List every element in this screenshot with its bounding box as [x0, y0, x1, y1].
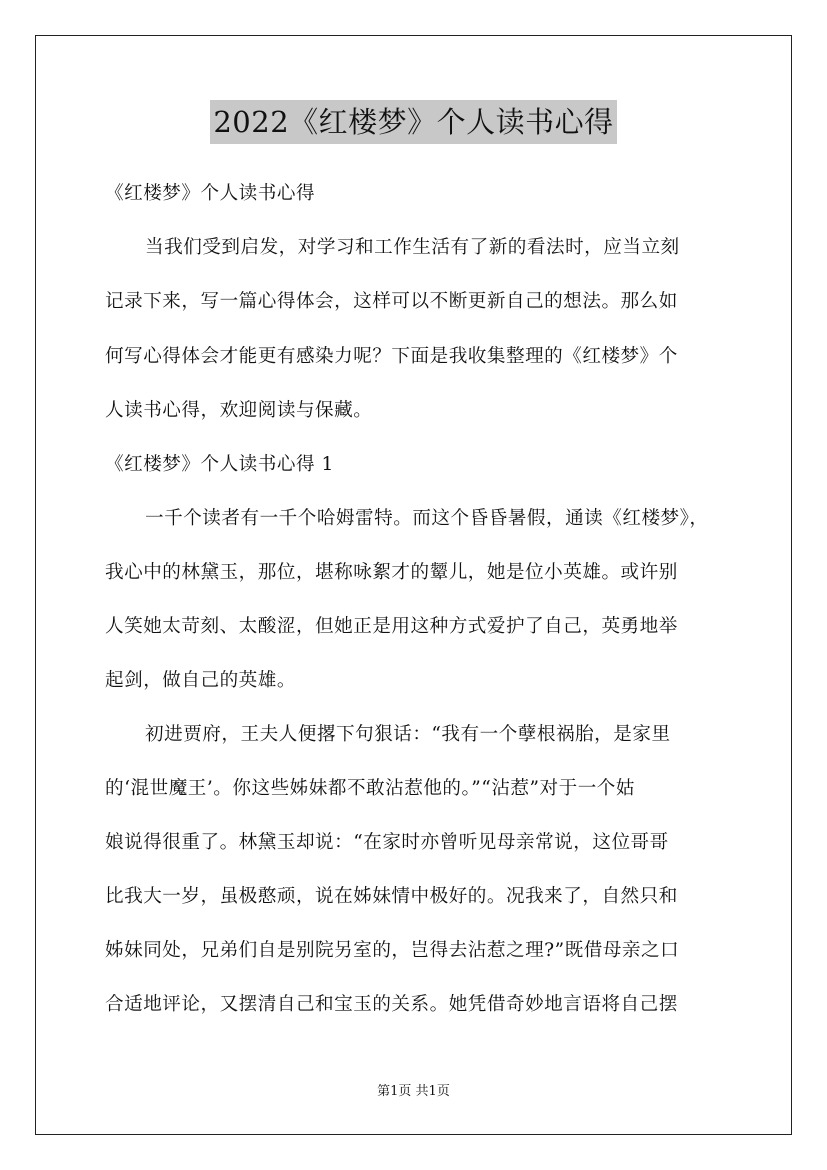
para1-line-4: 起剑，做自己的英雄。	[105, 670, 296, 691]
para2-line-4: 比我大一岁，虽极憨顽，说在姊妹情中极好的。况我来了，自然只和	[105, 886, 678, 907]
page-footer: 第1页 共1页	[377, 1084, 450, 1099]
para1-line-3: 人笑她太苛刻、太酸涩，但她正是用这种方式爱护了自己，英勇地举	[105, 616, 678, 637]
para2-line-6: 合适地评论，又摆清自己和宝玉的关系。她凭借奇妙地言语将自己摆	[105, 994, 678, 1015]
subheading-part-1: 《红楼梦》个人读书心得 1	[105, 454, 334, 475]
intro-line-3: 何写心得体会才能更有感染力呢？下面是我收集整理的《红楼梦》个	[105, 346, 678, 367]
intro-line-2: 记录下来，写一篇心得体会，这样可以不断更新自己的想法。那么如	[105, 291, 678, 312]
para1-line-1: 一千个读者有一千个哈姆雷特。而这个昏昏暑假，通读《红楼梦》，	[145, 508, 709, 529]
document-title-wrapper	[0, 100, 827, 144]
para2-line-3: 娘说得很重了。林黛玉却说：“在家时亦曾听见母亲常说，这位哥哥	[105, 832, 669, 853]
document-title: 2022《红楼梦》个人读书心得	[210, 100, 616, 144]
para2-line-5: 姊妹同处，兄弟们自是别院另室的，岂得去沾惹之理?”既借母亲之口	[105, 940, 680, 961]
para1-line-2: 我心中的林黛玉，那位，堪称咏絮才的颦儿，她是位小英雄。或许别	[105, 562, 678, 583]
intro-line-1: 当我们受到启发，对学习和工作生活有了新的看法时，应当立刻	[145, 237, 680, 258]
subheading-intro: 《红楼梦》个人读书心得	[105, 183, 316, 204]
para2-line-2: 的‘混世魔王’。你这些姊妹都不敢沾惹他的。”“沾惹”对于一个姑	[105, 778, 635, 799]
intro-line-4: 人读书心得，欢迎阅读与保藏。	[105, 400, 373, 421]
para2-line-1: 初进贾府，王夫人便撂下句狠话：“我有一个孽根祸胎，是家里	[145, 724, 671, 745]
